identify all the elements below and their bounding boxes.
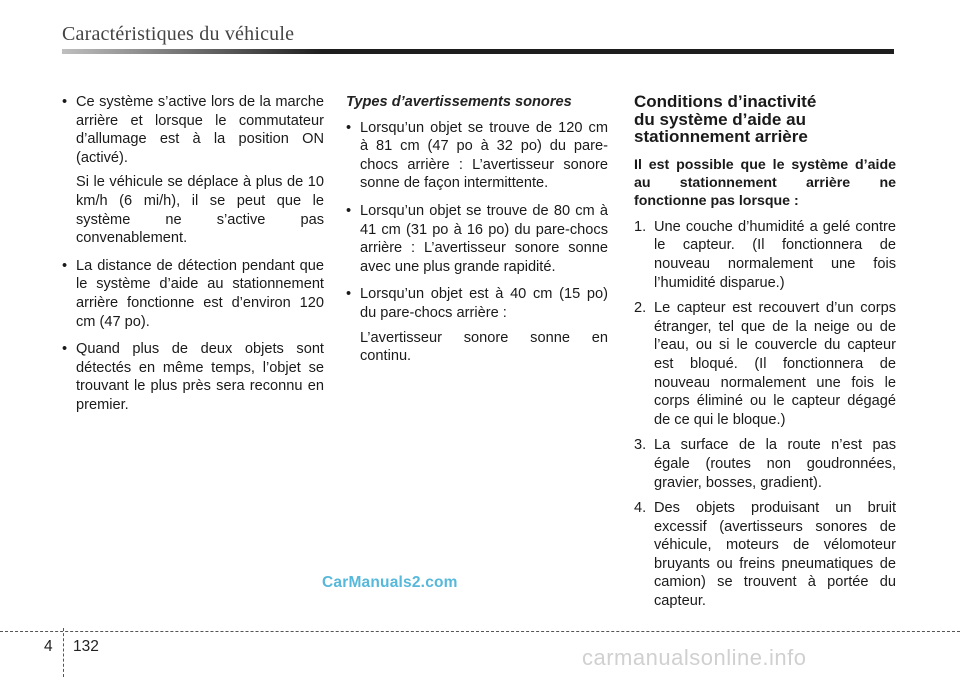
bullet-list (346, 119, 608, 366)
item-number: 3. (634, 437, 647, 454)
header-rule (62, 49, 894, 54)
section-title-line: stationnement arrière (634, 127, 808, 147)
paragraph: Des objets produisant un bruit excessif (avertisseurs sonores de véhicule, moteurs de vélomoteur bruyants ou freins pneumatiques de camion) se trouvent à portée du capteur. (654, 500, 896, 610)
list-item (346, 202, 608, 276)
bullet-list (62, 93, 324, 415)
section-title (634, 93, 896, 146)
list-item (346, 119, 608, 193)
paragraph: Le capteur est recouvert d’un corps étranger, tel que de la neige ou de l’eau, ou si le couvercle du capteur est bloqué. (Il fonctionnera de nouveau normalement une fois le corps éliminé ou le capteur dégagé de ce qui le bloque.) (654, 300, 896, 428)
list-item (62, 257, 324, 331)
paragraph: Lorsqu’un objet est à 40 cm (15 po) du pare-chocs arrière : (360, 286, 608, 321)
section-number: 4 (44, 638, 53, 655)
paragraph: Quand plus de deux objets sont détectés en même temps, l’objet se trouvant le plus près sera reconnu en premier. (76, 341, 324, 413)
paragraph: La distance de détection pendant que le système d’aide au stationnement arrière fonctionne est d’environ 120 cm (47 po). (76, 257, 324, 330)
column-left (62, 93, 324, 424)
bullet-icon: • (62, 257, 68, 274)
item-number: 2. (634, 300, 647, 317)
section-title-line: Conditions d’inactivité (634, 92, 817, 111)
list-item (634, 436, 896, 492)
paragraph: Lorsqu’un objet se trouve de 80 cm à 41 cm (31 po à 16 po) du pare-chocs arrière : L’avertisseur sonore sonne avec une plus grande rapidité. (360, 202, 608, 275)
section-subheading: Types d’avertissements sonores (346, 94, 572, 110)
paragraph: Une couche d’humidité a gelé contre le capteur. (Il fonctionnera de nouveau normalement une fois l’humidité disparue.) (654, 218, 896, 291)
footer-rule (0, 631, 960, 632)
bullet-icon: • (62, 341, 68, 358)
list-item (634, 218, 896, 292)
site-watermark: carmanualsonline.info (582, 645, 807, 670)
footer-divider (63, 628, 64, 677)
paragraph: Ce système s’active lors de la marche arrière et lorsque le commutateur d’allumage est à la position ON (activé). (76, 94, 324, 166)
bullet-icon: • (62, 94, 68, 110)
list-item (634, 299, 896, 429)
item-number: 1. (634, 218, 647, 235)
paragraph: Si le véhicule se déplace à plus de 10 km/h (6 mi/h), il se peut que le système ne s’active pas convenablement. (76, 174, 324, 247)
list-item (62, 93, 324, 248)
section-title-line: du système d’aide au (634, 109, 806, 129)
bullet-icon: • (346, 119, 352, 136)
page-number: 132 (73, 638, 99, 655)
column-middle (346, 93, 608, 375)
watermark-link[interactable]: CarManuals2.com (322, 574, 458, 591)
item-number: 4. (634, 500, 647, 517)
paragraph: Lorsqu’un objet se trouve de 120 cm à 81 cm (47 po à 32 po) du pare-chocs arrière : L’avertisseur sonore sonne de façon intermittente. (360, 119, 608, 192)
bullet-icon: • (346, 202, 352, 219)
intro-text: Il est possible que le système d’aide au stationnement arrière ne fonctionne pas lorsque : (634, 156, 896, 209)
chapter-title: Caractéristiques du véhicule (62, 23, 295, 45)
numbered-list (634, 218, 896, 611)
paragraph: L’avertisseur sonore sonne en continu. (360, 329, 608, 365)
column-right (634, 93, 896, 618)
list-item (634, 499, 896, 611)
list-item (346, 285, 608, 365)
paragraph: La surface de la route n’est pas égale (routes non goudronnées, gravier, bosses, gradient). (654, 437, 896, 491)
list-item (62, 340, 324, 414)
bullet-icon: • (346, 286, 352, 303)
